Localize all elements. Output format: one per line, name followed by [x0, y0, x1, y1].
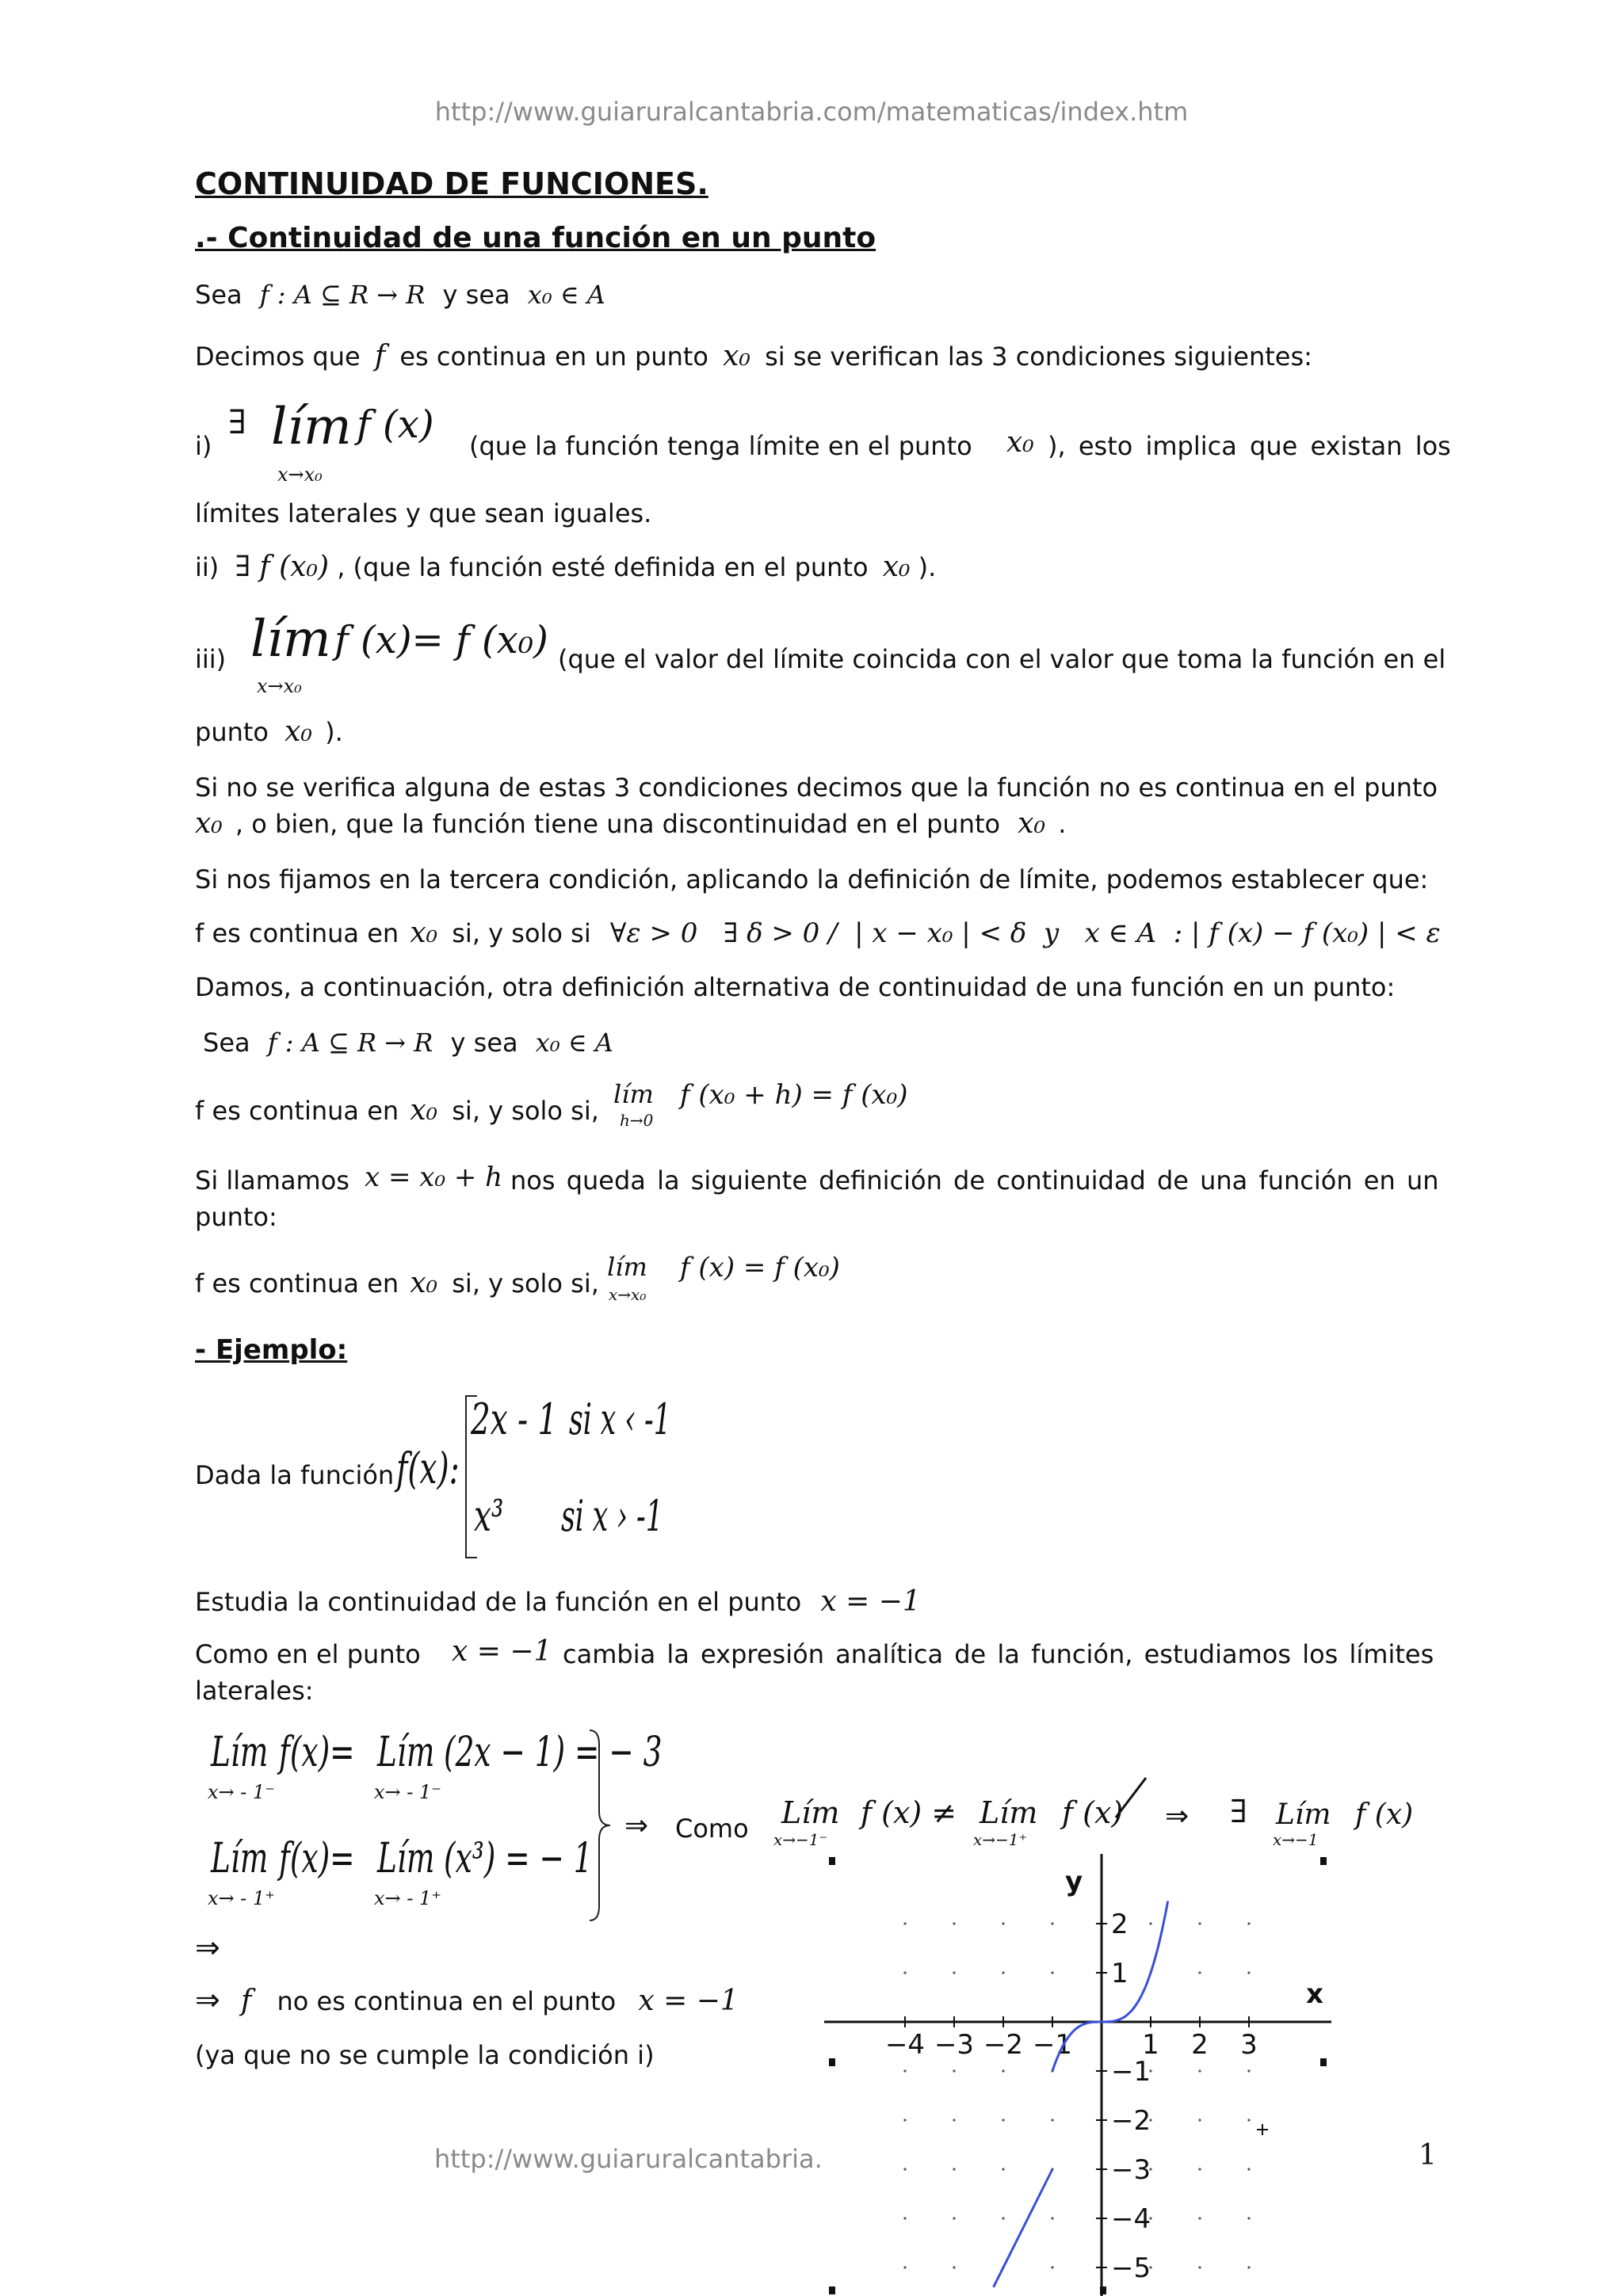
x-tick-label: 2 — [1191, 2029, 1209, 2061]
decimos-line — [195, 341, 1312, 372]
grid-dot — [953, 2168, 955, 2170]
y-tick-label: 2 — [1111, 1909, 1128, 1940]
lim2-right-expr: (x³) = − 1 — [444, 1835, 593, 1882]
alt2-lim-expr: f (x) = f (x₀) — [680, 1252, 840, 1283]
exists-2: ∃ — [1230, 1794, 1247, 1830]
grid-dot — [903, 2217, 906, 2219]
piece-2: x³ — [474, 1491, 504, 1541]
y-tick-label: −2 — [1111, 2105, 1151, 2137]
f-continua-en-2: f es continua en — [195, 1096, 399, 1126]
grid-dot — [1198, 1922, 1201, 1924]
alt-def-line — [195, 1095, 599, 1127]
grid-dot — [953, 2217, 955, 2219]
damos-text: Damos, a continuación, otra definición alternativa de continuidad de una función en un punto: — [195, 972, 1396, 1002]
lim2-right-sub: x→ - 1⁺ — [374, 1887, 441, 1909]
alt2-x0: x₀ — [410, 1267, 438, 1299]
implies-2: ⇒ — [1165, 1800, 1190, 1833]
grid-dot — [903, 2119, 906, 2121]
alt-lim: lím — [613, 1079, 654, 1109]
corner-marker — [829, 2058, 835, 2066]
si-y-solo-si-3: si, y solo si, — [452, 1268, 599, 1299]
lim1-left-fx: f(x)= — [279, 1729, 355, 1776]
exists-symbol: ∃ — [228, 402, 246, 441]
cond-i-text-b: ), esto implica que existan los — [1048, 431, 1451, 461]
page-title: CONTINUIDAD DE FUNCIONES. — [195, 166, 708, 201]
grid-dot — [953, 2266, 955, 2268]
grid-dot — [1051, 1971, 1053, 1974]
grid-dot — [1198, 1971, 1201, 1974]
grid-dot — [1247, 2266, 1250, 2268]
dada-text: Dada la función — [195, 1460, 395, 1490]
y-tick-label: −1 — [1111, 2056, 1151, 2088]
cond-iii-text-c: ). — [325, 717, 343, 747]
grid-dot — [1002, 2119, 1004, 2121]
cond-ii-x0: x₀ — [882, 551, 911, 583]
series-line-1 — [994, 2169, 1052, 2287]
piece-fx: f(x): — [396, 1444, 460, 1493]
grid-dot — [1247, 1922, 1250, 1924]
grid-dot — [953, 2069, 955, 2072]
cond-iii-expr: f (x)= f (x₀) — [334, 618, 548, 662]
cond-iii-label: iii) — [195, 644, 227, 674]
y-tick-label: −3 — [1111, 2154, 1151, 2186]
lateral-brace — [586, 1729, 615, 1922]
x-tick-label: −4 — [884, 2029, 926, 2061]
grid-dot — [1002, 2217, 1004, 2219]
implies-3: ⇒ — [195, 1930, 220, 1965]
lim-symbol: lím — [271, 398, 352, 456]
lim2-left-lim: Lím — [211, 1835, 269, 1882]
corner-marker — [829, 2286, 835, 2294]
neq-fx-3: f (x) — [1355, 1798, 1414, 1831]
conclusion-x: x = −1 — [638, 1985, 739, 2017]
map-expr: f : A ⊆ R → R — [259, 280, 426, 310]
cond-iii-lim: lím — [250, 610, 331, 669]
neq-expr: f (x) ≠ — [861, 1795, 957, 1830]
llamamos-b: nos queda la siguiente definición de continuidad de una función en un — [510, 1165, 1439, 1196]
implies-1: ⇒ — [624, 1810, 649, 1842]
neq-sub-1: x→−1⁻ — [773, 1830, 828, 1849]
decimos-a: Decimos que — [195, 341, 361, 372]
cond-i-fx: f (x) — [357, 402, 434, 447]
sea-word-2: Sea — [203, 1028, 250, 1058]
y-sea: y sea — [442, 280, 510, 310]
cond-ii-text-b: ). — [918, 552, 937, 582]
si-y-solo-si-2: si, y solo si, — [452, 1096, 599, 1126]
como-b: cambia la expresión analítica de la función, estudiamos los límites — [563, 1639, 1434, 1669]
neq-lim-3: Lím — [1276, 1798, 1331, 1831]
x-tick-label: −1 — [1032, 2029, 1073, 2061]
lim2-left-fx: f(x)= — [279, 1835, 355, 1882]
cond-i-subscript: x→x₀ — [277, 463, 323, 486]
grid-dot — [1051, 2266, 1053, 2268]
cond-ii-line — [195, 551, 936, 583]
corner-marker — [1320, 1857, 1327, 1865]
estudia-text: Estudia la continuidad de la función en el punto — [195, 1587, 802, 1617]
decimos-b: es continua en un punto — [399, 341, 708, 372]
alt-h-to-0: h→0 — [620, 1111, 654, 1130]
lim1-left-sub: x→ - 1⁻ — [208, 1781, 275, 1803]
cond-ii-expr: ∃ f (x₀) — [235, 551, 330, 583]
grid-dot — [953, 2119, 955, 2121]
x-tick-label: −3 — [934, 2029, 975, 2061]
grid-dot — [1002, 2168, 1004, 2170]
grid-dot — [1247, 2119, 1250, 2121]
grid-dot — [903, 1922, 906, 1924]
alt2-x-to-x0: x→x₀ — [609, 1285, 647, 1304]
map-expr-2: f : A ⊆ R → R — [267, 1028, 433, 1058]
lim1-right-expr: (2x − 1) = − 3 — [444, 1729, 663, 1776]
grid-dot — [1247, 2168, 1250, 2170]
lim1-right-lim: Lím — [377, 1729, 435, 1776]
x0-symbol: x₀ — [723, 340, 750, 372]
ya-que-text: (ya que no se cumple la condición i) — [195, 2040, 655, 2070]
grid-dot — [1247, 2069, 1250, 2072]
y-tick-label: −5 — [1111, 2252, 1151, 2284]
corner-marker — [1320, 2058, 1327, 2066]
llamamos-a: Si llamamos — [195, 1165, 349, 1196]
implies-4: ⇒ — [195, 1982, 220, 2017]
cond-iii-text-b: punto — [195, 717, 269, 747]
como-c: laterales: — [195, 1676, 314, 1706]
grid-dot — [1198, 2069, 1201, 2072]
lim2-left-sub: x→ - 1⁺ — [208, 1887, 275, 1909]
lim1-right-sub: x→ - 1⁻ — [374, 1781, 441, 1803]
lim2-right-lim: Lím — [377, 1835, 435, 1882]
si-no-period: . — [1058, 809, 1067, 839]
neq-sub-2: x→−1⁺ — [973, 1830, 1028, 1849]
f-continua-en-3: f es continua en — [195, 1268, 399, 1299]
como-word: Como — [675, 1814, 749, 1844]
conclusion-line — [195, 1984, 739, 2017]
no-continua-text: no es continua en el punto — [277, 1986, 617, 2016]
grid-dot — [1198, 2217, 1201, 2219]
neq-sub-3: x→−1 — [1273, 1830, 1319, 1849]
function-graph — [808, 1846, 1363, 2296]
cond-ii-text-a: , (que la función esté definida en el punto — [337, 552, 869, 582]
grid-dot — [1198, 2168, 1201, 2170]
ejemplo-heading: - Ejemplo: — [195, 1334, 348, 1366]
grid-dot — [903, 2069, 906, 2072]
alt-lim-expr: f (x₀ + h) = f (x₀) — [680, 1079, 908, 1111]
neq-lim-1: Lím — [781, 1795, 840, 1830]
grid-dot — [1002, 1971, 1004, 1974]
alt-def-line-2 — [195, 1268, 599, 1299]
footer-url: http://www.guiaruralcantabria. — [434, 2144, 823, 2174]
si-y-solo-si-1: si, y solo si — [452, 918, 591, 948]
estudia-x: x = −1 — [820, 1585, 921, 1618]
grid-dot — [1002, 1922, 1004, 1924]
si-no-line2 — [195, 808, 1066, 840]
f-symbol: f — [374, 340, 386, 372]
cond-i-text-c: límites laterales y que sean iguales. — [195, 498, 652, 528]
conclusion-f: f — [241, 1985, 252, 2017]
grid-dot — [1051, 1922, 1053, 1924]
cond-iii-subscript: x→x₀ — [257, 675, 302, 697]
grid-dot — [903, 2168, 906, 2170]
header-url: http://www.guiaruralcantabria.com/matematicas/index.htm — [434, 97, 1189, 127]
si-no-a: Si no se verifica alguna de estas 3 condiciones decimos que la función no es continua en el punto — [195, 772, 1438, 803]
alt-x0: x₀ — [410, 1094, 438, 1127]
cond-ii-label: ii) — [195, 552, 220, 582]
y-tick-label: −4 — [1111, 2203, 1151, 2235]
x-axis-label: x — [1306, 1978, 1323, 2010]
si-no-x0b: x₀ — [1018, 807, 1046, 840]
grid-dot — [953, 1922, 955, 1924]
y-axis-label: y — [1065, 1866, 1083, 1897]
grid-dot — [953, 1971, 955, 1974]
cond-iii-text-a: (que el valor del límite coincida con el valor que toma la función en el — [558, 644, 1446, 674]
definition-line-2 — [203, 1027, 613, 1058]
cond-i-label: i) — [195, 431, 212, 461]
x-tick-label: −2 — [983, 2029, 1024, 2061]
grid-dot — [1198, 2119, 1201, 2121]
piece-1-cond: si x ‹ -1 — [569, 1394, 671, 1444]
si-no-x0a: x₀ — [195, 807, 223, 840]
si-no-b: , o bien, que la función tiene una discontinuidad en el punto — [235, 809, 1001, 839]
page-number: 1 — [1419, 2139, 1437, 2172]
neq-fx: f (x) — [1062, 1795, 1124, 1830]
decimos-c: si se verifican las 3 condiciones siguientes: — [765, 341, 1312, 372]
neq-lim-2: Lím — [980, 1795, 1038, 1830]
definition-line — [195, 279, 605, 311]
y-tick-label: 1 — [1111, 1958, 1128, 1989]
x0-in-a: x₀ ∈ A — [527, 280, 605, 310]
cond-iii-x0: x₀ — [285, 715, 312, 748]
x0-in-a-2: x₀ ∈ A — [535, 1028, 613, 1058]
grid-dot — [1247, 2217, 1250, 2219]
eps-x0: x₀ — [410, 917, 438, 949]
piece-1: 2x - 1 — [471, 1394, 558, 1444]
lim1-left-lim: Lím — [211, 1729, 269, 1776]
grid-dot — [903, 1971, 906, 1974]
llamamos-expr: x = x₀ + h — [365, 1161, 503, 1193]
grid-dot — [1002, 2069, 1004, 2072]
llamamos-c: punto: — [195, 1202, 277, 1232]
f-continua-en-1: f es continua en — [195, 918, 399, 948]
grid-dot — [903, 2266, 906, 2268]
alt2-lim: lím — [607, 1252, 647, 1282]
grid-dot — [1198, 2266, 1201, 2268]
corner-marker — [829, 1857, 835, 1865]
cond-iii-line2 — [195, 716, 343, 748]
x-tick-label: 1 — [1142, 2029, 1159, 2061]
not-exists-slash — [1113, 1773, 1152, 1821]
como-x: x = −1 — [452, 1635, 552, 1668]
grid-dot — [1149, 1922, 1151, 1924]
cond-i-x0: x₀ — [1006, 426, 1034, 459]
x-tick-label: 3 — [1240, 2029, 1258, 2061]
estudia-line — [195, 1586, 921, 1618]
grid-dot — [1051, 2217, 1053, 2219]
cond-i-text-a: (que la función tenga límite en el punto — [469, 431, 972, 461]
section-title: .- Continuidad de una función en un punto — [195, 222, 876, 254]
piece-2-cond: si x › -1 — [561, 1491, 663, 1541]
tercera-text: Si nos fijamos en la tercera condición, aplicando la definición de límite, podemos establecer que: — [195, 864, 1429, 894]
como-a: Como en el punto — [195, 1639, 421, 1669]
epsilon-line — [195, 917, 1441, 949]
grid-dot — [1051, 2119, 1053, 2121]
sea-word: Sea — [195, 280, 242, 310]
y-sea-2: y sea — [450, 1028, 518, 1058]
grid-dot — [1247, 1971, 1250, 1974]
epsilon-delta-expr: ∀ε > 0 ∃ δ > 0 / | x − x₀ | < δ y x ∈ A : | f (x) − f (x₀) | < ε — [609, 917, 1441, 949]
